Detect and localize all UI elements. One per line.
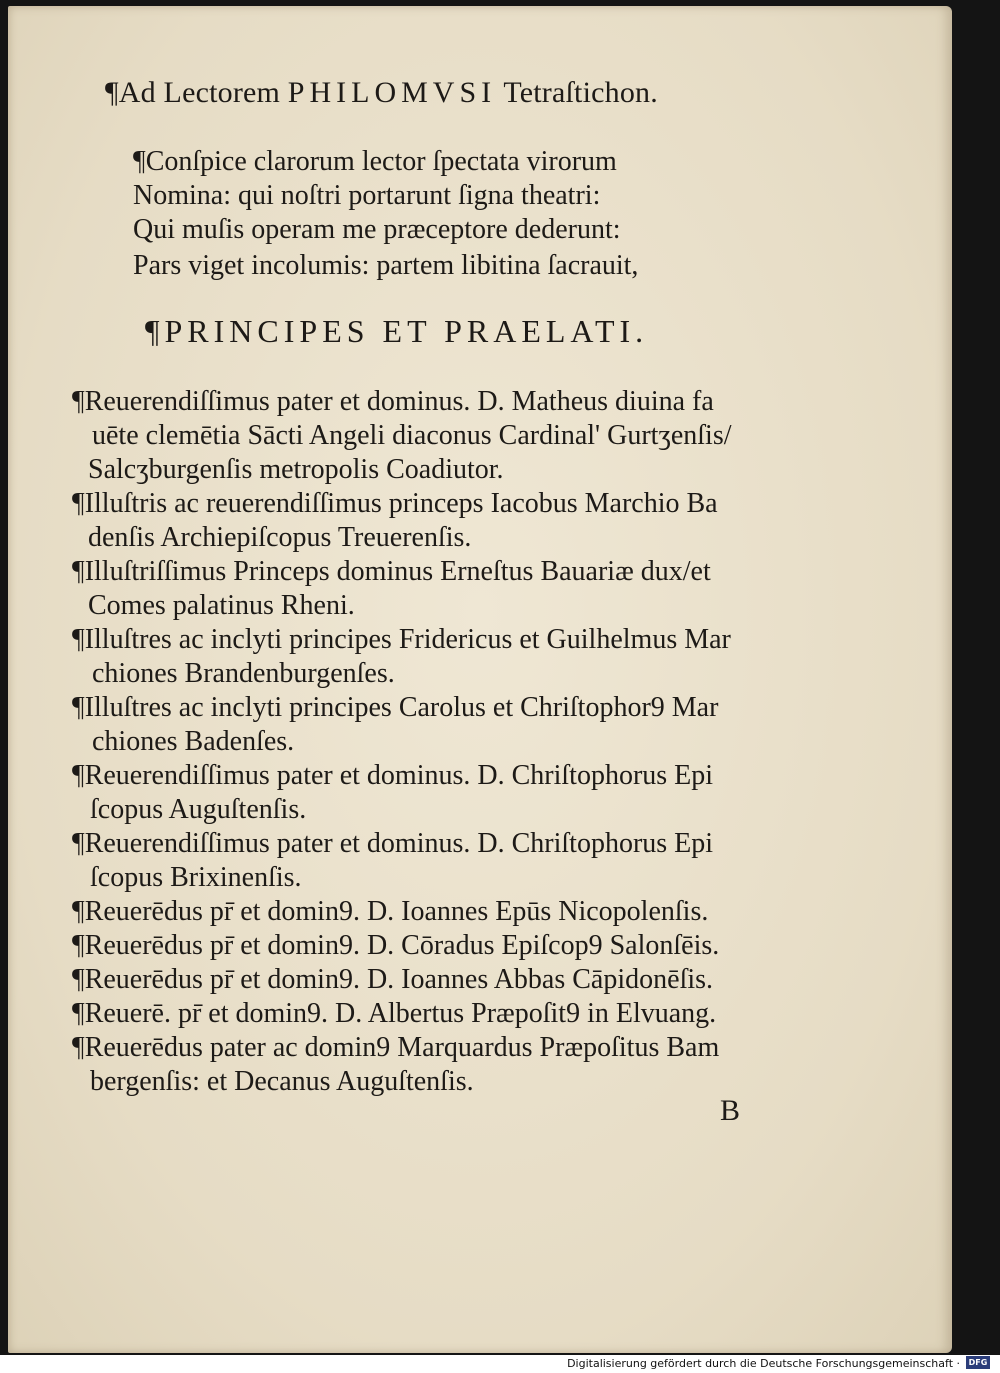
heading-mark: ¶ (105, 76, 119, 109)
entry-line: ¶Reuerēdus pr̄ et domin9. D. Cōradus Epiſcop9 Salonſēis. (72, 930, 720, 961)
entry-line: chiones Brandenburgenſes. (92, 658, 395, 689)
entry-line: ¶Reuerendiſſimus pater et dominus. D. Matheus diuina fa (72, 386, 714, 417)
entry-line: ¶Illuſtres ac inclyti principes Carolus et Chriſtophor9 Mar (72, 692, 719, 723)
dfg-logo: DFG (966, 1356, 990, 1369)
entry-line: uēte clemētia Sācti Angeli diaconus Cardinal' Gurtʒenſis/ (92, 420, 732, 451)
entry-line: ¶Reuerendiſſimus pater et dominus. D. Chriſtophorus Epi (72, 828, 714, 859)
entry-line: bergenſis: et Decanus Auguſtenſis. (90, 1066, 474, 1097)
entry-line: chiones Badenſes. (92, 726, 295, 757)
verse-line-1: ¶Conſpice clarorum lector ſpectata virorum (133, 146, 617, 177)
verse-line-4: Pars viget incolumis: partem libitina ſacrauit, (133, 250, 639, 281)
heading-genre: Tetraſtichon. (496, 76, 658, 109)
entry-line: denſis Archiepiſcopus Treuerenſis. (88, 522, 472, 553)
entry-line: Comes palatinus Rheni. (88, 590, 355, 621)
entry-line: ¶Reuerē. pr̄ et domin9. D. Albertus Præpoſit9 in Elvuang. (72, 998, 717, 1029)
entry-line: ¶Illuſtriſſimus Princeps dominus Erneſtus Bauariæ dux/et (72, 556, 711, 587)
entry-line: ¶Illuſtris ac reuerendiſſimus princeps Iacobus Marchio Ba (72, 488, 718, 519)
entry-line: ¶Reuerēdus pr̄ et domin9. D. Ioannes Abbas Cāpidonēſis. (72, 964, 714, 995)
entry-line: ſcopus Auguſtenſis. (90, 794, 307, 825)
section-title: ¶PRINCIPES ET PRAELATI. (145, 313, 649, 349)
entry-line: ¶Reuerēdus pr̄ et domin9. D. Ioannes Epūs Nicopolenſis. (72, 896, 709, 927)
signature-mark: B (720, 1094, 741, 1127)
entry-line: ¶Reuerēdus pater ac domin9 Marquardus Præpoſitus Bam (72, 1032, 720, 1063)
digitization-credit: Digitalisierung gefördert durch die Deutsche Forschungsgemeinschaft · (567, 1357, 960, 1370)
entry-line: ¶Illuſtres ac inclyti principes Fridericus et Guilhelmus Mar (72, 624, 731, 655)
entry-line: ¶Reuerendiſſimus pater et dominus. D. Chriſtophorus Epi (72, 760, 714, 791)
entry-line: Salcʒburgenſis metropolis Coadiutor. (88, 454, 504, 485)
entry-line: ſcopus Brixinenſis. (90, 862, 302, 893)
heading-author: PHILOMVSI (287, 76, 497, 109)
verse-line-3: Qui muſis operam me præceptore dederunt: (133, 214, 621, 245)
heading-text: Ad Lectorem (118, 76, 288, 109)
page-heading (105, 76, 658, 110)
verse-line-2: Nomina: qui noſtri portarunt ſigna theatri: (133, 180, 601, 211)
